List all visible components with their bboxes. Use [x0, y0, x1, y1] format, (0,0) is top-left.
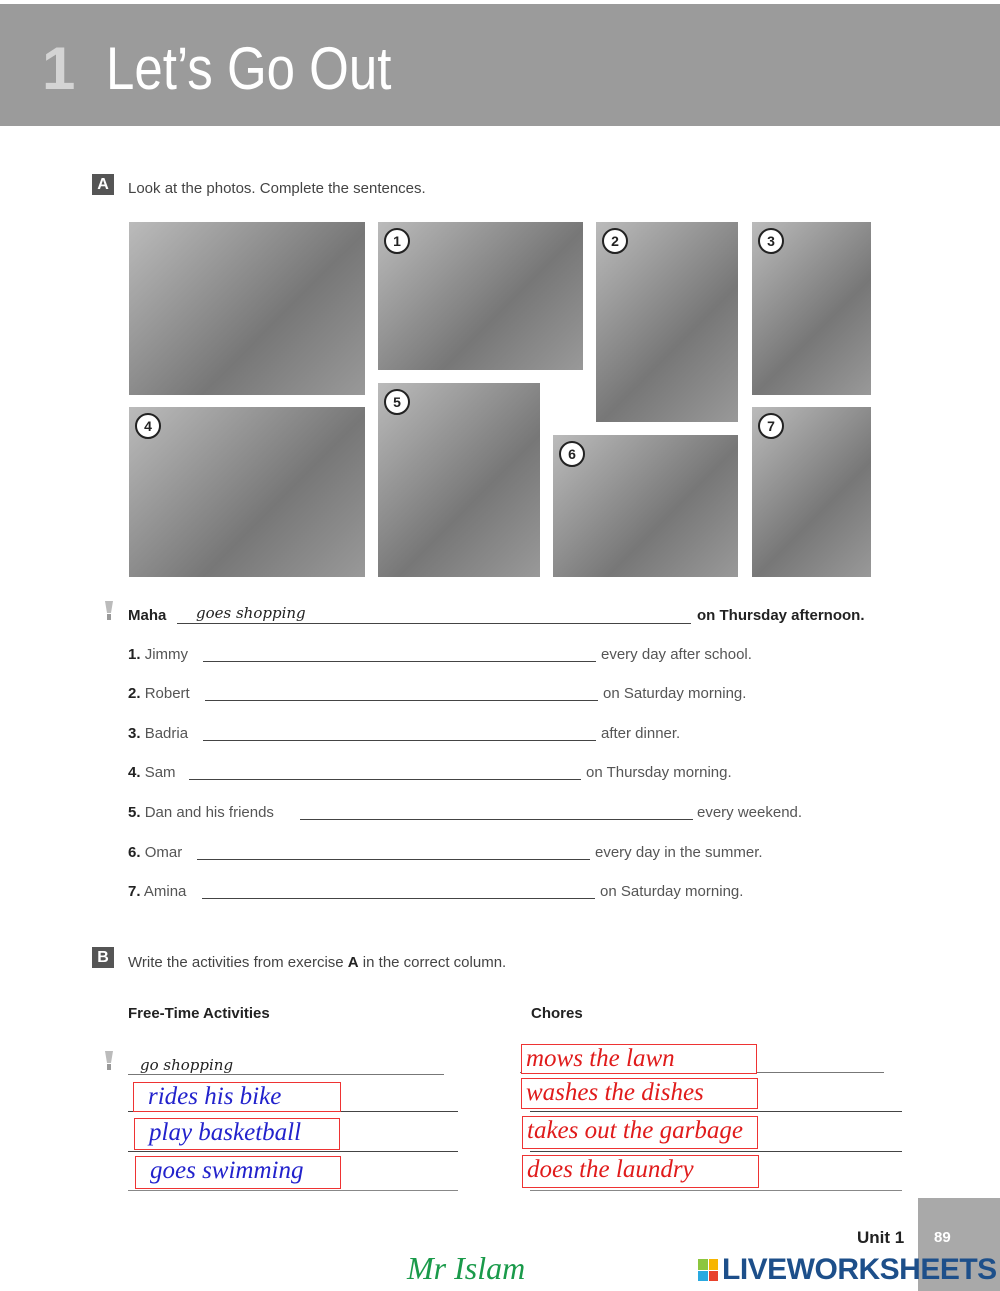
photo-number: 1: [384, 228, 410, 254]
sentence-subject: Omar: [144, 844, 183, 861]
photo-number: 5: [384, 389, 410, 415]
sentence-subject: Robert: [144, 685, 190, 702]
photo-1: [378, 222, 583, 370]
photo-3: [752, 222, 871, 395]
sentence-number: 3.: [128, 725, 141, 742]
answer-line-7[interactable]: [202, 898, 595, 899]
lightbulb-icon: [104, 600, 114, 622]
unit-label: Unit 1: [857, 1228, 905, 1247]
answer-line-6[interactable]: [197, 859, 590, 860]
chores-line-1: [530, 1111, 902, 1112]
photo-6: [553, 435, 738, 577]
photo-number: 4: [135, 413, 161, 439]
sentence-number: 7.: [128, 883, 141, 900]
sentence-ending: every day in the summer.: [595, 844, 763, 861]
photo-example: [129, 222, 365, 395]
section-b-badge: B: [92, 947, 114, 968]
liveworksheets-brand: LIVEWORKSHEETS: [722, 1253, 997, 1286]
sentence-6: [128, 844, 182, 861]
sentence-number: 2.: [128, 685, 141, 702]
sentence-4: [128, 764, 176, 781]
sentence-ending: every weekend.: [697, 804, 803, 821]
free-time-line-2: [128, 1151, 458, 1152]
answer-line-4[interactable]: [189, 779, 581, 780]
lightbulb-icon: [104, 1050, 114, 1072]
sentence-subject: Amina: [143, 883, 187, 900]
instruction-text: Write the activities from exercise: [128, 954, 348, 971]
sentence-7: [128, 883, 186, 900]
sentence-subject: Dan and his friends: [144, 804, 274, 821]
photo-number: 6: [559, 441, 585, 467]
instruction-text: in the correct column.: [358, 954, 507, 971]
section-b-instruction: [128, 954, 506, 971]
sentence-number: 1.: [128, 646, 141, 663]
example-subject: Maha: [128, 607, 167, 624]
chores-header: Chores: [531, 1005, 583, 1022]
free-time-answer-2[interactable]: play basketball: [134, 1118, 340, 1150]
sentence-number: 4.: [128, 764, 141, 781]
example-line: [177, 623, 691, 624]
free-time-line-3: [128, 1190, 458, 1191]
example-ending: on Thursday afternoon.: [697, 607, 865, 624]
sentence-subject: Jimmy: [144, 646, 189, 663]
sentence-5: [128, 804, 274, 821]
author-name: Mr Islam: [407, 1250, 526, 1286]
chores-line-2: [530, 1151, 902, 1152]
unit-number: 1: [42, 35, 76, 102]
photo-7: [752, 407, 871, 577]
sentence-subject: Badria: [144, 725, 189, 742]
sentence-number: 6.: [128, 844, 141, 861]
sentence-3: [128, 725, 188, 742]
page-number: 89: [934, 1229, 951, 1246]
chores-answer-2[interactable]: washes the dishes: [521, 1078, 758, 1109]
page-title: Let’s Go Out: [106, 35, 392, 102]
photo-5: [378, 383, 540, 577]
sentence-2: [128, 685, 190, 702]
answer-line-1[interactable]: [203, 661, 596, 662]
photo-4: [129, 407, 365, 577]
sentence-ending: after dinner.: [601, 725, 681, 742]
sentence-ending: on Saturday morning.: [600, 883, 744, 900]
photo-number: 7: [758, 413, 784, 439]
chores-answer-3[interactable]: takes out the garbage: [522, 1116, 758, 1149]
photo-number: 2: [602, 228, 628, 254]
sentence-1: [128, 646, 188, 663]
sentence-ending: on Thursday morning.: [586, 764, 732, 781]
chores-answer-1[interactable]: mows the lawn: [521, 1044, 757, 1074]
liveworksheets-logo-icon: [698, 1259, 718, 1281]
free-time-header: Free-Time Activities: [128, 1005, 270, 1022]
free-time-answer-3[interactable]: goes swimming: [135, 1156, 341, 1189]
sentence-ending: every day after school.: [601, 646, 752, 663]
free-time-example: go shopping: [140, 1056, 234, 1074]
chores-line-3: [530, 1190, 902, 1191]
free-time-answer-1[interactable]: rides his bike: [133, 1082, 341, 1112]
sentence-subject: Sam: [144, 764, 176, 781]
sentence-number: 5.: [128, 804, 141, 821]
instruction-bold: A: [347, 954, 359, 971]
example-answer: goes shopping: [196, 604, 306, 622]
section-a-badge: A: [92, 174, 114, 195]
photo-2: [596, 222, 738, 422]
photo-number: 3: [758, 228, 784, 254]
answer-line-2[interactable]: [205, 700, 598, 701]
sentence-ending: on Saturday morning.: [603, 685, 747, 702]
chores-answer-4[interactable]: does the laundry: [522, 1155, 759, 1188]
answer-line-5[interactable]: [300, 819, 693, 820]
section-a-instruction: Look at the photos. Complete the sentences.: [128, 180, 426, 197]
free-time-line-0: [128, 1074, 444, 1075]
answer-line-3[interactable]: [203, 740, 596, 741]
